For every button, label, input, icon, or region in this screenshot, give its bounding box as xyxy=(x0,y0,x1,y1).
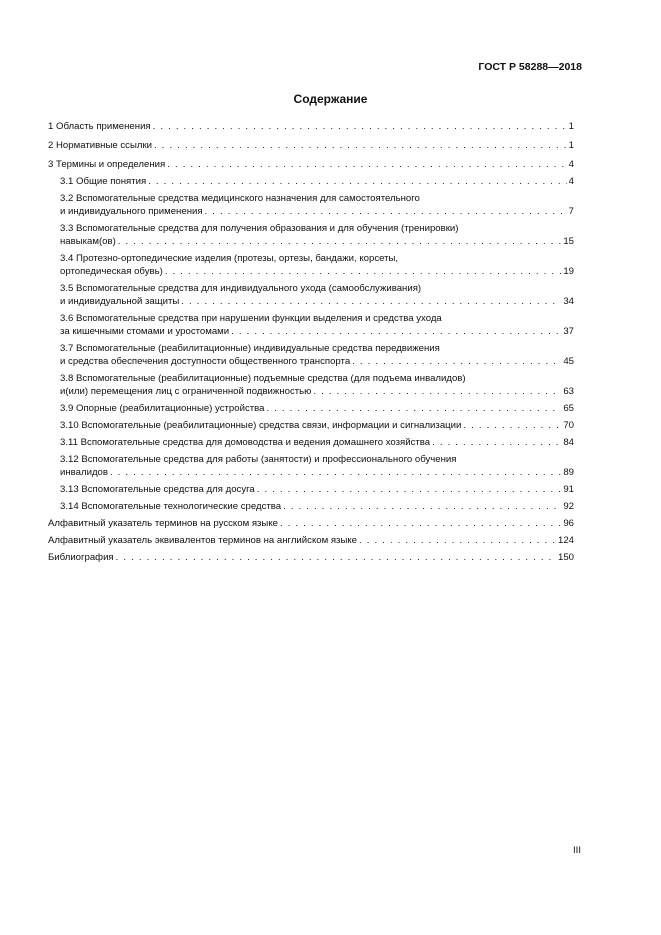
toc-entry[interactable] xyxy=(48,483,574,496)
toc-entry-text: Библиография xyxy=(48,552,114,563)
toc-entry[interactable] xyxy=(48,517,574,530)
toc-leader-dots xyxy=(432,436,561,449)
toc-entry[interactable] xyxy=(48,175,574,188)
document-code: ГОСТ Р 58288—2018 xyxy=(478,61,582,73)
toc-leader-dots xyxy=(148,175,566,188)
toc-entry-text: 3.3 Вспомогательные средства для получения образования и для обучения (тренировки) xyxy=(60,223,459,234)
toc-entry[interactable] xyxy=(48,551,574,564)
toc-entry-text: 3.1 Общие понятия xyxy=(60,176,147,187)
toc-leader-dots xyxy=(154,139,567,152)
toc-leader-dots xyxy=(110,466,561,479)
toc-entry-page: 70 xyxy=(563,420,574,431)
toc-leader-dots xyxy=(463,419,561,432)
toc-entry-text: и(или) перемещения лиц с ограниченной подвижностью xyxy=(60,386,312,397)
toc-entry-text: и индивидуального применения xyxy=(60,206,203,217)
toc-entry-page: 84 xyxy=(563,437,574,448)
toc-leader-dots xyxy=(167,158,566,171)
toc-entry-page: 91 xyxy=(563,484,574,495)
toc-entry[interactable] xyxy=(48,534,574,547)
toc-entry-text: навыкам(ов) xyxy=(60,236,116,247)
toc-entry[interactable] xyxy=(48,252,574,278)
toc-entry-text: 3.5 Вспомогательные средства для индивидуального ухода (самообслуживания) xyxy=(60,283,422,294)
toc-entry-text: 3.6 Вспомогательные средства при нарушении функции выделения и средства ухода xyxy=(60,313,442,324)
toc-leader-dots xyxy=(205,205,567,218)
toc-entry[interactable] xyxy=(48,282,574,308)
toc-entry-text: 3.13 Вспомогательные средства для досуга xyxy=(60,484,255,495)
toc-leader-dots xyxy=(116,551,556,564)
toc-entry-text: инвалидов xyxy=(60,467,108,478)
toc-leader-dots xyxy=(165,265,562,278)
toc-entry-text: 3.14 Вспомогательные технологические средства xyxy=(60,501,282,512)
toc-entry[interactable] xyxy=(48,120,574,133)
toc-entry-text: 2 Нормативные ссылки xyxy=(48,140,153,151)
toc-entry-page: 1 xyxy=(568,140,574,151)
toc-entry-text: и средства обеспечения доступности общественного транспорта xyxy=(60,356,351,367)
toc-leader-dots xyxy=(257,483,562,496)
toc-entry-page: 7 xyxy=(568,206,574,217)
toc-entry-text: 3.8 Вспомогательные (реабилитационные) подъемные средства (для подъема инвалидов) xyxy=(60,373,466,384)
toc-entry-page: 4 xyxy=(568,176,574,187)
table-of-contents xyxy=(48,120,574,564)
toc-entry-text: 1 Область применения xyxy=(48,121,151,132)
toc-entry-text: 3.7 Вспомогательные (реабилитационные) индивидуальные средства передвижения xyxy=(60,343,440,354)
toc-entry[interactable] xyxy=(48,312,574,338)
toc-entry[interactable] xyxy=(48,222,574,248)
toc-leader-dots xyxy=(181,295,561,308)
toc-entry-text: 3.12 Вспомогательные средства для работы (занятости) и профессионального обучения xyxy=(60,454,457,465)
toc-entry-page: 1 xyxy=(568,121,574,132)
toc-entry-page: 63 xyxy=(563,386,574,397)
toc-entry-text: Алфавитный указатель эквивалентов терминов на английском языке xyxy=(48,535,357,546)
toc-title: Содержание xyxy=(293,92,368,106)
toc-entry[interactable] xyxy=(48,402,574,415)
toc-entry-text: 3.11 Вспомогательные средства для домоводства и ведения домашнего хозяйства xyxy=(60,437,431,448)
toc-entry-page: 34 xyxy=(563,296,574,307)
toc-entry[interactable] xyxy=(48,139,574,152)
toc-entry[interactable] xyxy=(48,453,574,479)
toc-entry[interactable] xyxy=(48,192,574,218)
toc-entry-text: 3.10 Вспомогательные (реабилитационные) средства связи, информации и сигнализации xyxy=(60,420,462,431)
toc-entry-text: за кишечными стомами и уростомами xyxy=(60,326,230,337)
toc-leader-dots xyxy=(280,517,561,530)
toc-entry-page: 92 xyxy=(563,501,574,512)
toc-entry-text: и индивидуальной защиты xyxy=(60,296,180,307)
toc-entry-text: ортопедическая обувь) xyxy=(60,266,163,277)
toc-leader-dots xyxy=(283,500,561,513)
toc-entry-page: 89 xyxy=(563,467,574,478)
toc-entry-page: 124 xyxy=(557,535,574,546)
toc-entry-page: 96 xyxy=(563,518,574,529)
toc-entry-page: 45 xyxy=(563,356,574,367)
toc-entry-page: 37 xyxy=(563,326,574,337)
toc-entry[interactable] xyxy=(48,436,574,449)
toc-entry[interactable] xyxy=(48,158,574,171)
toc-leader-dots xyxy=(313,385,561,398)
toc-leader-dots xyxy=(266,402,561,415)
toc-entry-page: 150 xyxy=(557,552,574,563)
toc-entry-text: 3.4 Протезно-ортопедические изделия (протезы, ортезы, бандажи, корсеты, xyxy=(60,253,399,264)
toc-entry[interactable] xyxy=(48,372,574,398)
toc-entry-text: 3.2 Вспомогательные средства медицинского назначения для самостоятельного xyxy=(60,193,420,204)
toc-entry-page: 19 xyxy=(563,266,574,277)
toc-leader-dots xyxy=(359,534,556,547)
toc-entry-page: 15 xyxy=(563,236,574,247)
toc-leader-dots xyxy=(118,235,562,248)
toc-entry[interactable] xyxy=(48,500,574,513)
toc-entry[interactable] xyxy=(48,419,574,432)
toc-entry[interactable] xyxy=(48,342,574,368)
toc-entry-page: 4 xyxy=(568,159,574,170)
toc-entry-page: 65 xyxy=(563,403,574,414)
toc-leader-dots xyxy=(153,120,567,133)
toc-leader-dots xyxy=(231,325,561,338)
toc-entry-text: Алфавитный указатель терминов на русском языке xyxy=(48,518,278,529)
toc-entry-text: 3 Термины и определения xyxy=(48,159,166,170)
page-number: III xyxy=(573,845,581,856)
toc-leader-dots xyxy=(352,355,561,368)
toc-entry-text: 3.9 Опорные (реабилитационные) устройства xyxy=(60,403,265,414)
